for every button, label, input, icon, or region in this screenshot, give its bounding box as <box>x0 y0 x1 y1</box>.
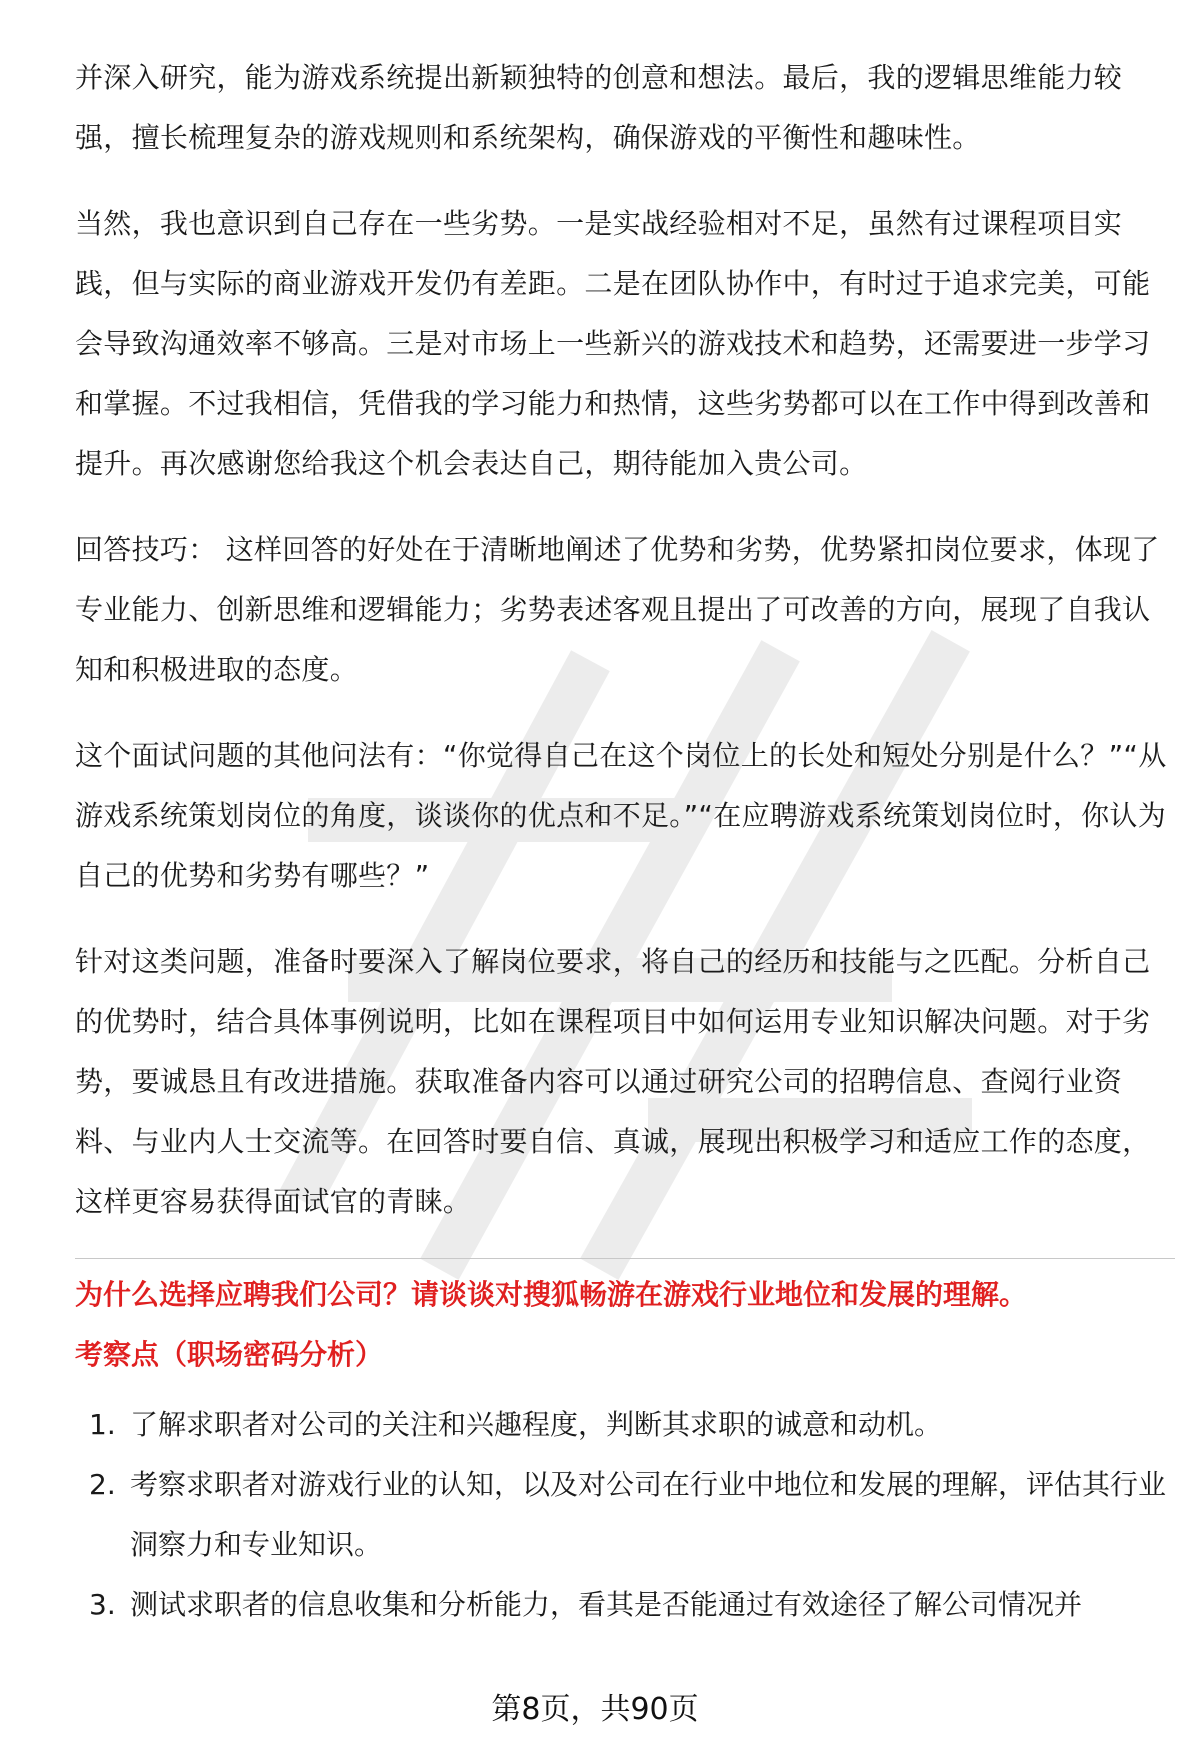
page-number: 第8页，共90页 <box>491 1692 699 1727</box>
list-item <box>75 1575 1175 1635</box>
paragraph-strengths-end: 并深入研究，能为游戏系统提出新颖独特的创意和想法。最后，我的逻辑思维能力较强，擅长梳理复杂的游戏规则和系统架构，确保游戏的平衡性和趣味性。 <box>75 61 1123 154</box>
paragraph-answer-tips: 回答技巧： 这样回答的好处在于清晰地阐述了优势和劣势，优势紧扣岗位要求，体现了专业能力、创新思维和逻辑能力；劣势表述客观且提出了可改善的方向，展现了自我认知和积极进取的态度。 <box>75 533 1160 686</box>
paragraph-alternative-questions: 这个面试问题的其他问法有：“你觉得自己在这个岗位上的长处和短处分别是什么？”“从游戏系统策划岗位的角度，谈谈你的优点和不足。”“在应聘游戏系统策划岗位时，你认为自己的优势和劣势有哪些？” <box>75 739 1167 892</box>
list-item-text: 测试求职者的信息收集和分析能力，看其是否能通过有效途径了解公司情况并 <box>130 1588 1083 1621</box>
list-item-text: 了解求职者对公司的关注和兴趣程度，判断其求职的诚意和动机。 <box>130 1408 943 1441</box>
list-item <box>75 1395 1175 1455</box>
list-item-number: 2. <box>89 1468 116 1501</box>
assessment-points-list <box>75 1395 1175 1635</box>
list-item <box>75 1455 1175 1575</box>
section-divider <box>75 1258 1175 1259</box>
paragraph-weaknesses: 当然，我也意识到自己存在一些劣势。一是实战经验相对不足，虽然有过课程项目实践，但与实际的商业游戏开发仍有差距。二是在团队协作中，有时过于追求完美，可能会导致沟通效率不够高。三是对市场上一些新兴的游戏技术和趋势，还需要进一步学习和掌握。不过我相信，凭借我的学习能力和热情，这些劣势都可以在工作中得到改善和提升。再次感谢您给我这个机会表达自己，期待能加入贵公司。 <box>75 207 1151 480</box>
list-item-number: 3. <box>89 1588 116 1621</box>
question-title: 为什么选择应聘我们公司？请谈谈对搜狐畅游在游戏行业地位和发展的理解。 <box>75 1278 1028 1311</box>
paragraph-preparation-advice: 针对这类问题，准备时要深入了解岗位要求，将自己的经历和技能与之匹配。分析自己的优势时，结合具体事例说明，比如在课程项目中如何运用专业知识解决问题。对于劣势，要诚恳且有改进措施。获取准备内容可以通过研究公司的招聘信息、查阅行业资料、与业内人士交流等。在回答时要自信、真诚，展现出积极学习和适应工作的态度，这样更容易获得面试官的青睐。 <box>75 945 1151 1218</box>
list-item-number: 1. <box>89 1408 116 1441</box>
list-item-text: 考察求职者对游戏行业的认知，以及对公司在行业中地位和发展的理解，评估其行业洞察力和专业知识。 <box>130 1468 1167 1561</box>
question-subtitle: 考察点（职场密码分析） <box>75 1338 384 1371</box>
document-body <box>75 48 1175 1635</box>
